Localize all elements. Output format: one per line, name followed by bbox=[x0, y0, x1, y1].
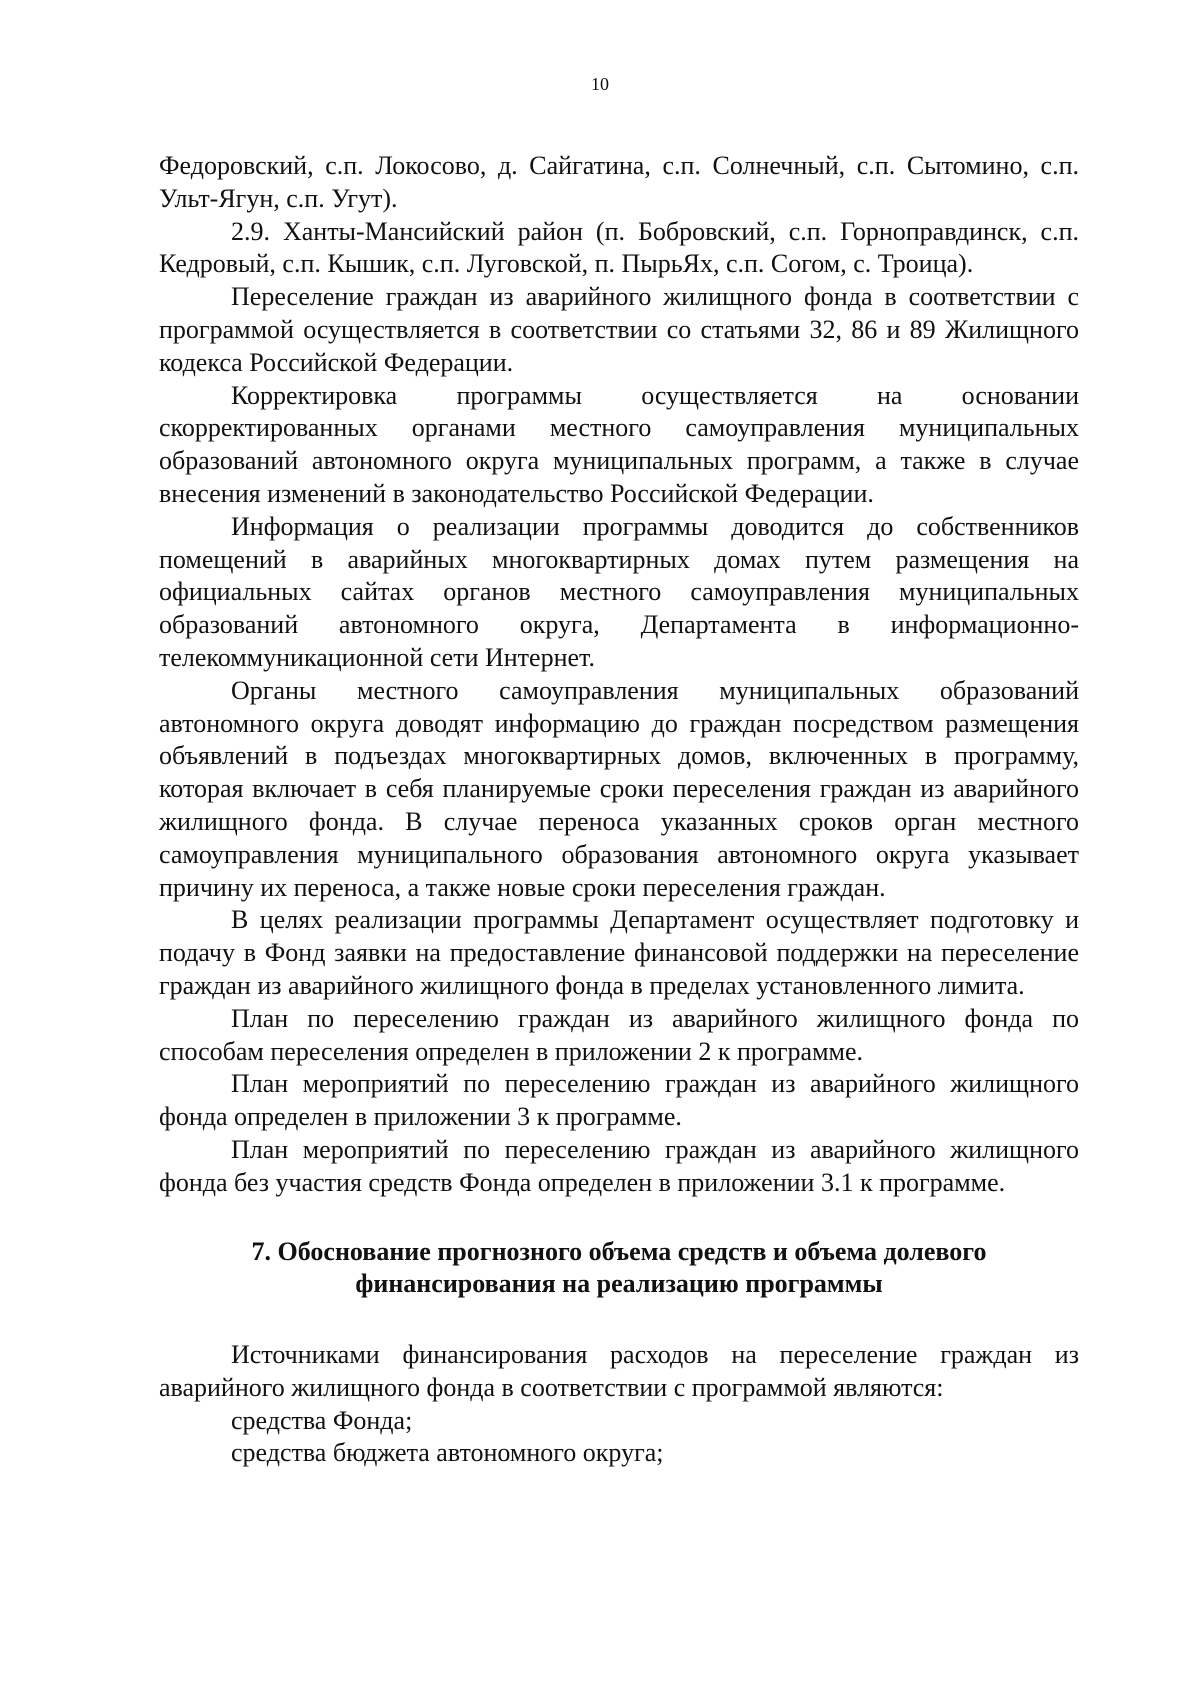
paragraph-information-disclosure: Информация о реализации программы доводится до собственников помещений в аварийных многоквартирных домах путем размещения на официальных сайтах органов местного самоуправления муниципальных образований автономного округа, Департамента в информационно-телекоммуникационной сети Интернет. bbox=[159, 511, 1079, 672]
section-heading bbox=[159, 1236, 1079, 1302]
paragraph-local-authorities: Органы местного самоуправления муниципальных образований автономного округа доводят информацию до граждан посредством размещения объявлений в подъездах многоквартирных домов, включенных в программу, которая включает в себя планируемые сроки переселения граждан из аварийного жилищного фонда. В случае переноса указанных сроков орган местного самоуправления муниципального образования автономного округа указывает причину их переноса, а также новые сроки переселения граждан. bbox=[159, 675, 1079, 902]
paragraph-department-application: В целях реализации программы Департамент осуществляет подготовку и подачу в Фонд заявки на предоставление финансовой поддержки на переселение граждан из аварийного жилищного фонда в пределах установленного лимита. bbox=[159, 905, 1079, 1000]
paragraph-plan-appendix-2: План по переселению граждан из аварийного жилищного фонда по способам переселения определен в приложении 2 к программе. bbox=[159, 1003, 1079, 1066]
paragraph-resettlement-basis: Переселение граждан из аварийного жилищного фонда в соответствии с программой осуществляется в соответствии со статьями 32, 86 и 89 Жилищного кодекса Российской Федерации. bbox=[159, 282, 1079, 377]
page-number: 10 bbox=[591, 74, 609, 94]
funding-source-item: средства бюджета автономного округа; bbox=[231, 1438, 664, 1468]
section-heading-line-1: 7. Обоснование прогнозного объема средств и объема долевого bbox=[251, 1236, 987, 1266]
paragraph-plan-appendix-3: План мероприятий по переселению граждан из аварийного жилищного фонда определен в приложении 3 к программе. bbox=[159, 1069, 1079, 1132]
document-body bbox=[159, 150, 1079, 1470]
section-heading-line-2: финансирования на реализацию программы bbox=[355, 1269, 883, 1299]
paragraph-continuation: Федоровский, с.п. Локосово, д. Сайгатина, с.п. Солнечный, с.п. Сытомино, с.п. Ульт-Ягун, с.п. Угут). bbox=[159, 151, 1079, 213]
paragraph-plan-appendix-3-1: План мероприятий по переселению граждан из аварийного жилищного фонда без участия средств Фонда определен в приложении 3.1 к программе. bbox=[159, 1134, 1079, 1197]
paragraph-khanty-mansiysk-district: 2.9. Ханты-Мансийский район (п. Бобровский, с.п. Горноправдинск, с.п. Кедровый, с.п. Кышик, с.п. Луговской, п. ПырьЯх, с.п. Согом, с. Троица). bbox=[159, 216, 1079, 279]
paragraph-program-correction: Корректировка программы осуществляется на основании скорректированных органами местного самоуправления муниципальных образований автономного округа муниципальных программ, а также в случае внесения изменений в законодательство Российской Федерации. bbox=[159, 380, 1079, 508]
funding-source-item: средства Фонда; bbox=[231, 1405, 413, 1435]
paragraph-funding-sources: Источниками финансирования расходов на переселение граждан из аварийного жилищного фонда в соответствии с программой являются: bbox=[159, 1340, 1079, 1402]
